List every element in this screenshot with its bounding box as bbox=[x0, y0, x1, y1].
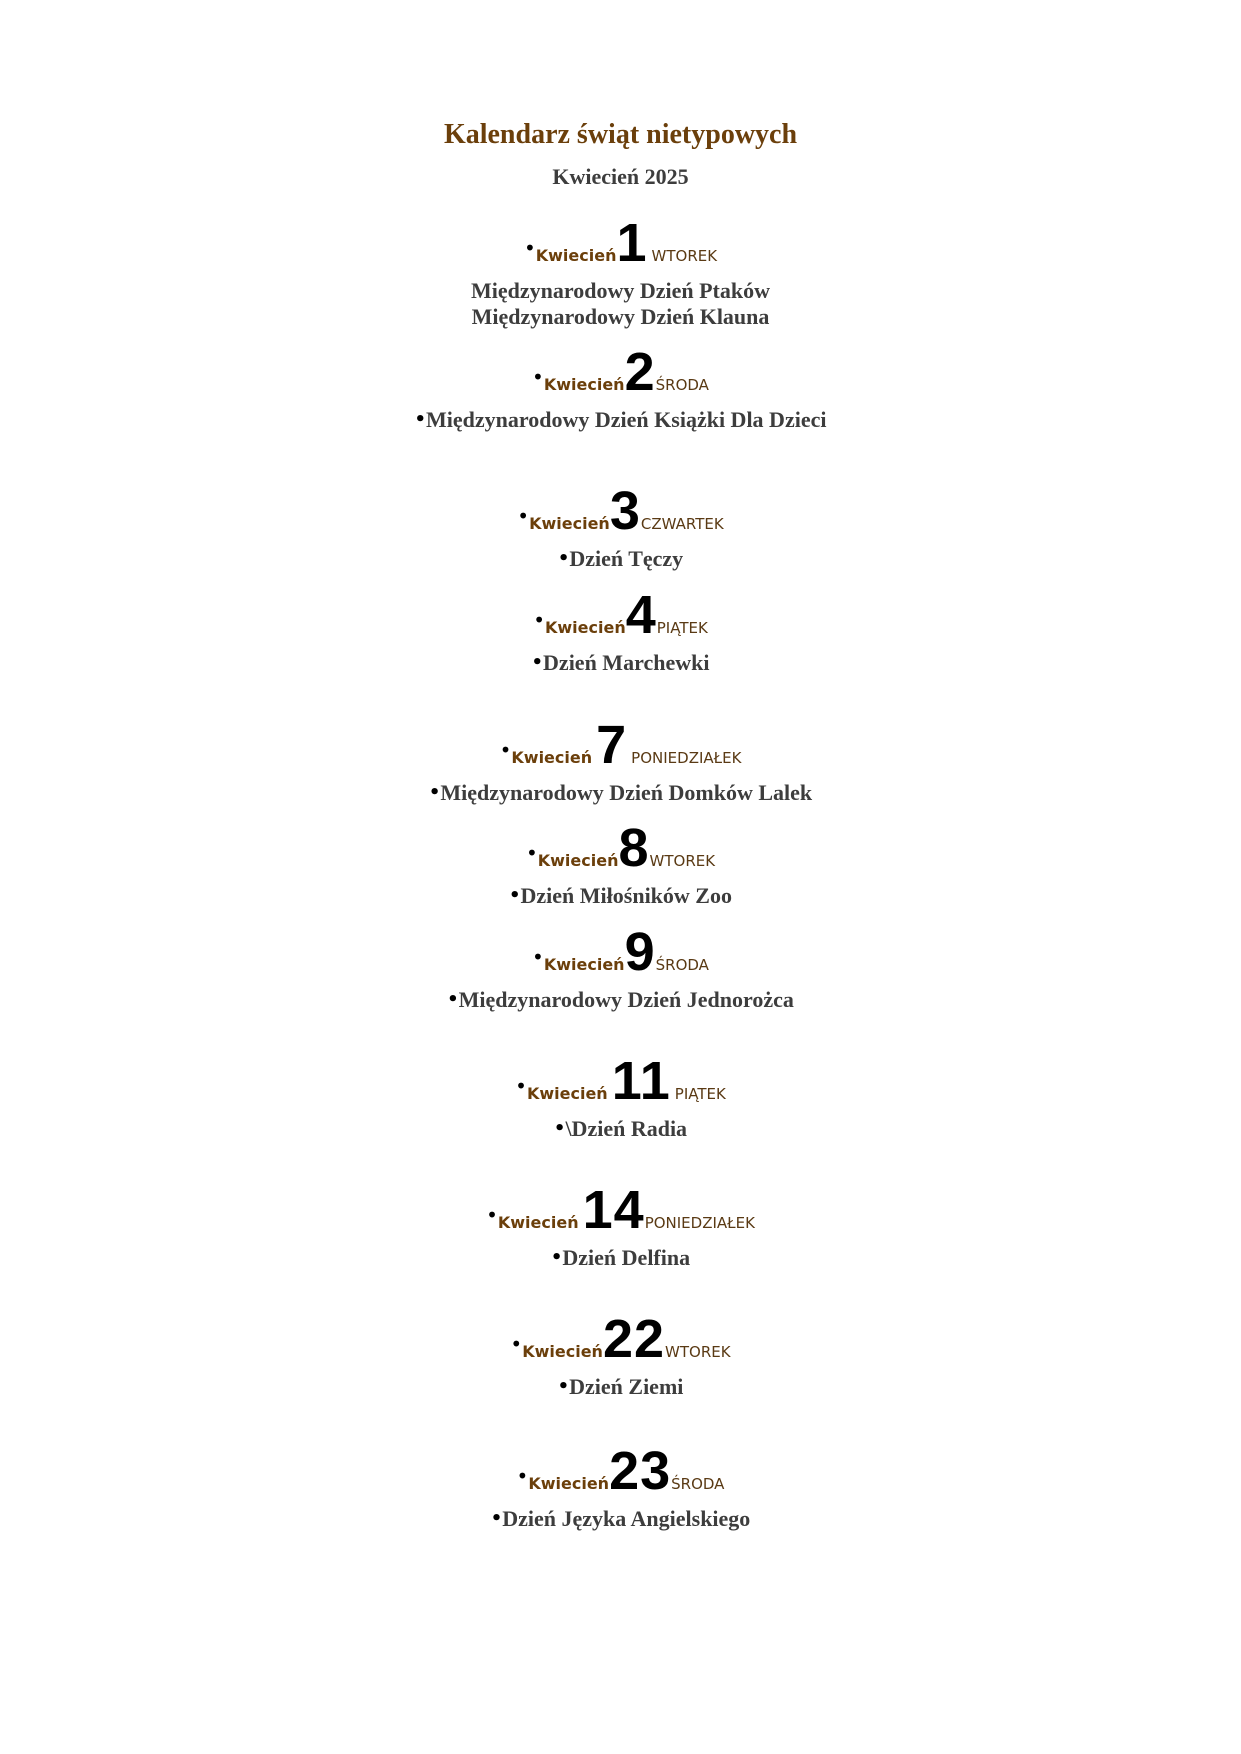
event-entry bbox=[0, 1245, 1241, 1271]
event-title: Dzień Delfina bbox=[562, 1245, 691, 1270]
bullet: • bbox=[490, 1508, 503, 1529]
bullet: • bbox=[499, 738, 512, 762]
day-number: 23 bbox=[609, 1441, 672, 1501]
day-number: 2 bbox=[624, 342, 656, 402]
bullet: • bbox=[532, 365, 544, 389]
month-label: Kwiecień bbox=[497, 1213, 579, 1232]
bullet: • bbox=[486, 1203, 498, 1227]
event-entry bbox=[0, 407, 1241, 433]
month-label: Kwiecień bbox=[535, 246, 617, 265]
date-heading-9 bbox=[0, 924, 1241, 980]
weekday-label: CZWARTEK bbox=[640, 515, 724, 533]
weekday-label: PIĄTEK bbox=[656, 619, 708, 637]
weekday-label: ŚRODA bbox=[655, 956, 709, 974]
event-title: Międzynarodowy Dzień Książki Dla Dzieci bbox=[426, 407, 827, 432]
day-number: 22 bbox=[602, 1309, 666, 1369]
month-label: Kwiecień bbox=[522, 1342, 603, 1361]
event-entry bbox=[0, 987, 1241, 1013]
bullet: • bbox=[533, 608, 545, 632]
day-number: 14 bbox=[582, 1180, 645, 1240]
day-number: 4 bbox=[625, 585, 657, 645]
bullet: • bbox=[525, 841, 538, 865]
day-number: 8 bbox=[618, 818, 650, 878]
month-label: Kwiecień bbox=[537, 851, 619, 870]
month-label: Kwiecień bbox=[543, 375, 625, 394]
weekday-label: ŚRODA bbox=[671, 1475, 725, 1493]
month-label: Kwiecień bbox=[526, 1084, 608, 1103]
event-title: Dzień Marchewki bbox=[543, 650, 710, 675]
weekday-label: WTOREK bbox=[649, 852, 716, 870]
bullet: • bbox=[510, 1332, 523, 1356]
event-title: Dzień Języka Angielskiego bbox=[502, 1506, 751, 1531]
event-title: Dzień Tęczy bbox=[569, 546, 684, 571]
event-title: Międzynarodowy Dzień Ptaków bbox=[470, 278, 771, 303]
month-label: Kwiecień bbox=[529, 514, 610, 533]
event-title: Dzień Ziemi bbox=[569, 1374, 684, 1399]
day-number: 11 bbox=[611, 1051, 671, 1111]
bullet: • bbox=[509, 885, 521, 906]
bullet: • bbox=[557, 1376, 570, 1397]
event-title: Dzień Miłośników Zoo bbox=[520, 883, 732, 908]
bullet: • bbox=[531, 652, 544, 673]
event-entry bbox=[0, 883, 1241, 909]
day-number: 3 bbox=[609, 481, 641, 541]
bullet: • bbox=[532, 945, 544, 969]
day-number: 9 bbox=[624, 922, 656, 982]
weekday-label: PIĄTEK bbox=[674, 1085, 726, 1103]
event-entry bbox=[0, 780, 1241, 806]
event-entry bbox=[0, 650, 1241, 676]
event-entry bbox=[0, 278, 1241, 304]
page-title: Kalendarz świąt nietypowych bbox=[443, 119, 798, 150]
event-title: Międzynarodowy Dzień Domków Lalek bbox=[440, 780, 813, 805]
date-heading-3 bbox=[0, 483, 1241, 539]
day-number: 1 bbox=[616, 213, 648, 273]
bullet: • bbox=[517, 504, 530, 528]
bullet: • bbox=[553, 1118, 566, 1139]
day-number: 7 bbox=[596, 715, 628, 775]
event-title: Międzynarodowy Dzień Klauna bbox=[471, 304, 770, 329]
event-title: \Dzień Radia bbox=[565, 1116, 688, 1141]
bullet: • bbox=[515, 1074, 527, 1098]
date-heading-2 bbox=[0, 344, 1241, 400]
month-label: Kwiecień bbox=[528, 1474, 610, 1493]
bullet: • bbox=[557, 548, 570, 569]
month-label: Kwiecień bbox=[511, 748, 593, 767]
bullet: • bbox=[414, 409, 427, 430]
date-heading-11 bbox=[0, 1053, 1241, 1109]
weekday-label: PONIEDZIAŁEK bbox=[644, 1214, 755, 1232]
page-subtitle: Kwiecień 2025 bbox=[552, 164, 689, 189]
bullet: • bbox=[516, 1464, 529, 1488]
weekday-label: ŚRODA bbox=[655, 376, 709, 394]
weekday-label: WTOREK bbox=[665, 1343, 731, 1361]
event-entry bbox=[0, 1374, 1241, 1400]
bullet: • bbox=[550, 1247, 563, 1268]
event-entry bbox=[0, 546, 1241, 572]
weekday-label: PONIEDZIAŁEK bbox=[631, 749, 742, 767]
event-entry bbox=[0, 1116, 1241, 1142]
date-heading-14 bbox=[0, 1182, 1241, 1238]
weekday-label: WTOREK bbox=[651, 247, 718, 265]
bullet: • bbox=[447, 989, 459, 1010]
month-label: Kwiecień bbox=[543, 955, 625, 974]
date-heading-7 bbox=[0, 717, 1241, 773]
event-entry bbox=[0, 304, 1241, 330]
bullet: • bbox=[428, 782, 441, 803]
date-heading-23 bbox=[0, 1443, 1241, 1499]
date-heading-22 bbox=[0, 1311, 1241, 1367]
month-label: Kwiecień bbox=[544, 618, 626, 637]
date-heading-1 bbox=[0, 215, 1241, 271]
bullet: • bbox=[523, 236, 536, 260]
date-heading-4 bbox=[0, 587, 1241, 643]
event-title: Międzynarodowy Dzień Jednorożca bbox=[458, 987, 794, 1012]
date-heading-8 bbox=[0, 820, 1241, 876]
event-entry bbox=[0, 1506, 1241, 1532]
